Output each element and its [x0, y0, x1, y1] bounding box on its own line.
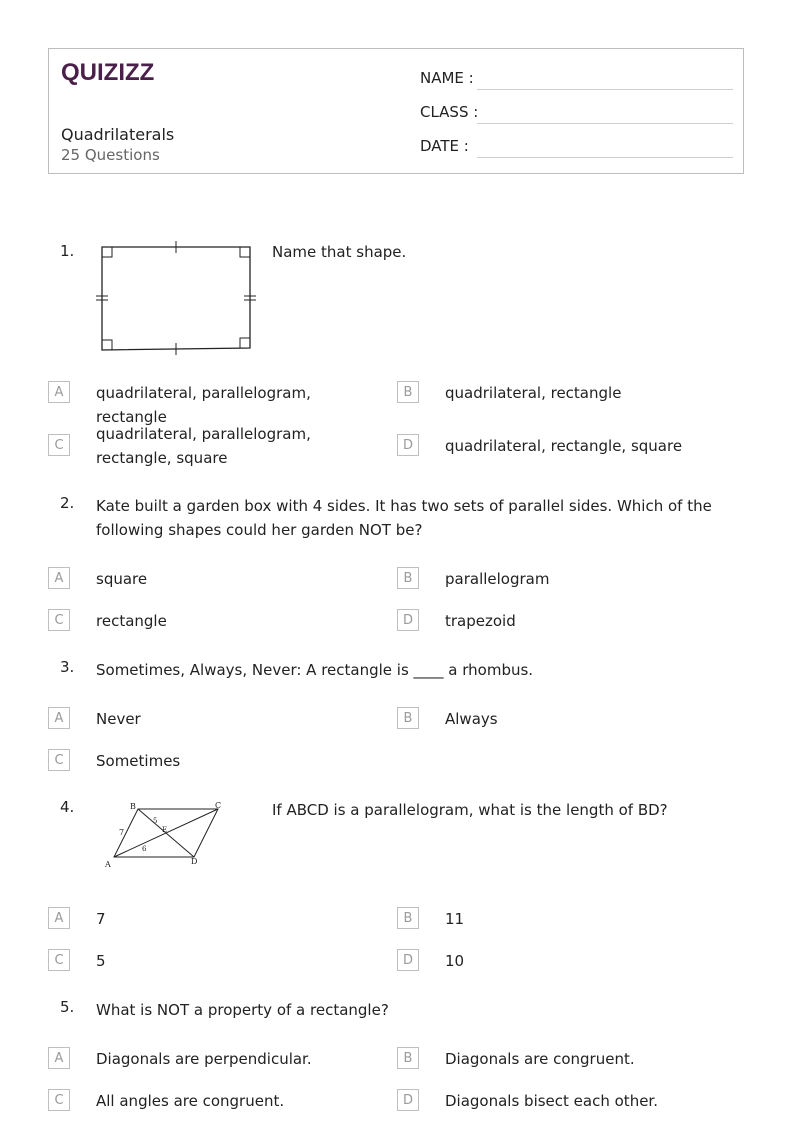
question-number: 1. — [60, 242, 75, 260]
option-c-text[interactable]: Sometimes — [96, 752, 181, 770]
rectangle-figure — [94, 238, 258, 358]
option-c-box[interactable]: C — [48, 434, 70, 456]
question-count: 25 Questions — [61, 146, 160, 164]
question-text: If ABCD is a parallelogram, what is the length of BD? — [272, 801, 668, 819]
option-c-text[interactable]: 5 — [96, 952, 106, 970]
question-number: 5. — [60, 998, 75, 1016]
option-d-text[interactable]: Diagonals bisect each other. — [445, 1092, 658, 1110]
question-number: 4. — [60, 798, 75, 816]
option-b-text[interactable]: quadrilateral, rectangle — [445, 384, 622, 402]
option-d-text[interactable]: quadrilateral, rectangle, square — [445, 437, 683, 455]
class-line[interactable] — [477, 123, 733, 124]
option-b-box[interactable]: B — [397, 1047, 419, 1069]
option-a-box[interactable]: A — [48, 1047, 70, 1069]
option-d-text[interactable]: trapezoid — [445, 612, 516, 630]
option-a-text[interactable]: square — [96, 570, 148, 588]
option-b-text[interactable]: Always — [445, 710, 498, 728]
option-d-box[interactable]: D — [397, 609, 419, 631]
option-b-box[interactable]: B — [397, 707, 419, 729]
name-line[interactable] — [477, 89, 733, 90]
option-d-box[interactable]: D — [397, 434, 419, 456]
question-text: Kate built a garden box with 4 sides. It has two sets of parallel sides. Which of the following shapes could her garden NOT be? — [96, 497, 712, 539]
option-c-text[interactable]: quadrilateral, parallelogram, rectangle, square — [96, 425, 311, 467]
option-b-box[interactable]: B — [397, 381, 419, 403]
label-c: C — [215, 801, 222, 810]
label-b: B — [130, 802, 136, 811]
question-number: 3. — [60, 658, 75, 676]
question-number: 2. — [60, 494, 75, 512]
option-c-box[interactable]: C — [48, 949, 70, 971]
option-b-box[interactable]: B — [397, 567, 419, 589]
option-c-box[interactable]: C — [48, 609, 70, 631]
label-a: A — [105, 860, 111, 869]
option-c-text[interactable]: All angles are congruent. — [96, 1092, 285, 1110]
option-a-text[interactable]: 7 — [96, 910, 106, 928]
date-line[interactable] — [477, 157, 733, 158]
label-e: E — [162, 826, 168, 834]
option-d-text[interactable]: 10 — [445, 952, 465, 970]
worksheet-title: Quadrilaterals — [61, 125, 175, 144]
question-text: Sometimes, Always, Never: A rectangle is ____ a rhombus. — [96, 661, 534, 679]
option-a-box[interactable]: A — [48, 381, 70, 403]
option-d-box[interactable]: D — [397, 1089, 419, 1111]
option-b-text[interactable]: parallelogram — [445, 570, 550, 588]
option-a-box[interactable]: A — [48, 907, 70, 929]
label-d: D — [191, 857, 198, 866]
option-b-text[interactable]: Diagonals are congruent. — [445, 1050, 635, 1068]
option-b-text[interactable]: 11 — [445, 910, 465, 928]
label-seg1: 5 — [153, 817, 158, 825]
worksheet-header — [48, 48, 744, 174]
option-b-box[interactable]: B — [397, 907, 419, 929]
option-c-text[interactable]: rectangle — [96, 612, 167, 630]
label-seg2: 6 — [142, 845, 147, 853]
option-a-box[interactable]: A — [48, 567, 70, 589]
question-text: Name that shape. — [272, 243, 407, 261]
option-d-box[interactable]: D — [397, 949, 419, 971]
quizizz-logo: QUIZIZZ — [61, 59, 155, 86]
date-label: DATE : — [420, 137, 469, 155]
option-a-text[interactable]: Never — [96, 710, 141, 728]
class-label: CLASS : — [420, 103, 479, 121]
question-text: What is NOT a property of a rectangle? — [96, 1001, 389, 1019]
option-c-box[interactable]: C — [48, 1089, 70, 1111]
option-a-text[interactable]: quadrilateral, parallelogram, rectangle — [96, 384, 311, 426]
name-label: NAME : — [420, 69, 474, 87]
option-a-text[interactable]: Diagonals are perpendicular. — [96, 1050, 312, 1068]
option-c-box[interactable]: C — [48, 749, 70, 771]
parallelogram-figure — [100, 800, 230, 872]
option-a-box[interactable]: A — [48, 707, 70, 729]
label-side: 7 — [119, 828, 125, 837]
